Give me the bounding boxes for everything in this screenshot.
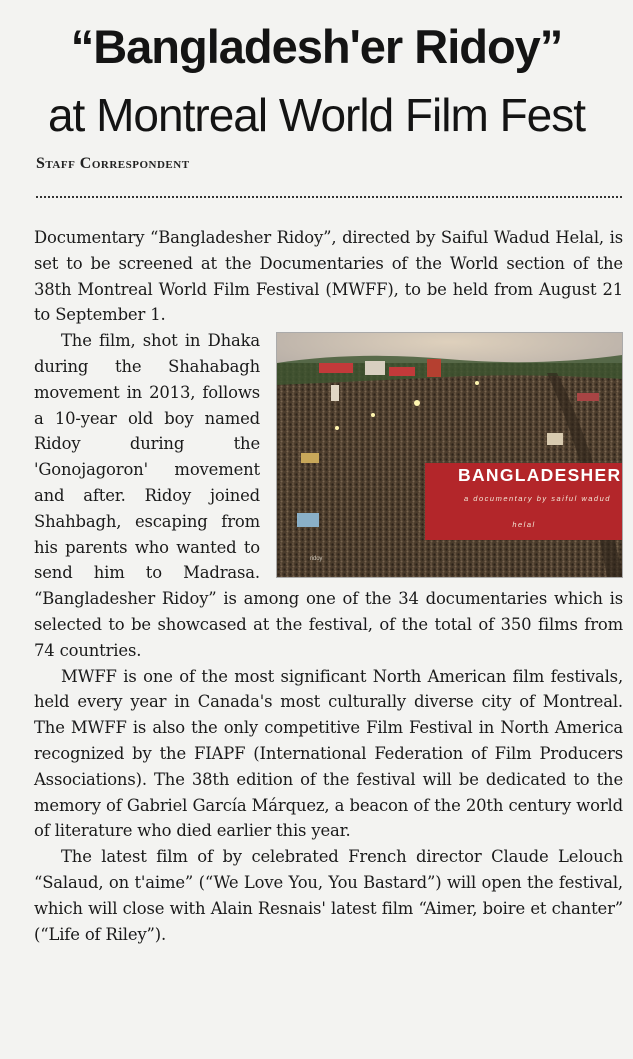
article-body xyxy=(34,225,623,947)
documentary-poster-image xyxy=(276,332,623,578)
paragraph-4: The latest film of by celebrated French director Claude Lelouch “Salaud, on t'aime” (“We Love You, You Bastard”) will open the festival, which will close with Alain Resnais' latest film “Aimer, boire et chanter” (“Life of Riley”). xyxy=(34,847,623,944)
byline: Staff Correspondent xyxy=(36,155,190,172)
paragraph-1: Documentary “Bangladesher Ridoy”, directed by Saiful Wadud Helal, is set to be screened at the Documentaries of the World section of the 38th Montreal World Film Festival (MWFF), to be held from August 21 to September 1. xyxy=(34,228,623,325)
paragraph-2-text: The film, shot in Dhaka during the Shahabagh movement in 2013, follows a 10-year old boy named Ridoy during the 'Gonojagoron' movement and after. Ridoy joined Shahbagh, escaping from his parents who wanted to send him to Madrasa. “Bangladesher Ridoy” is among one of the 34 documentaries which is selected to be showcased at the festival, of the total of 350 films from 74 countries. xyxy=(34,331,623,660)
headline-line-2: at Montreal World Film Fest xyxy=(47,89,586,141)
photo-credit: ridoy xyxy=(310,556,323,563)
film-title: BANGLADESHER xyxy=(425,463,623,505)
paragraph-2 xyxy=(34,328,623,663)
paragraph-3: MWFF is one of the most significant North American film festivals, held every year in Canada's most culturally diverse city of Montreal. The MWFF is also the only competitive Film Festival in North America recognized by the FIAPF (International Federation of Film Producers Associations). The 38th edition of the festival will be dedicated to the memory of Gabriel García Márquez, a beacon of the 20th century world of literature who died earlier this year. xyxy=(34,666,623,841)
dotted-divider xyxy=(36,196,622,198)
headline-line-1: “Bangladesh'er Ridoy” xyxy=(70,20,563,73)
crowd-scene-illustration xyxy=(277,333,622,577)
film-subtitle: a documentary by saiful wadud helal xyxy=(425,485,623,540)
